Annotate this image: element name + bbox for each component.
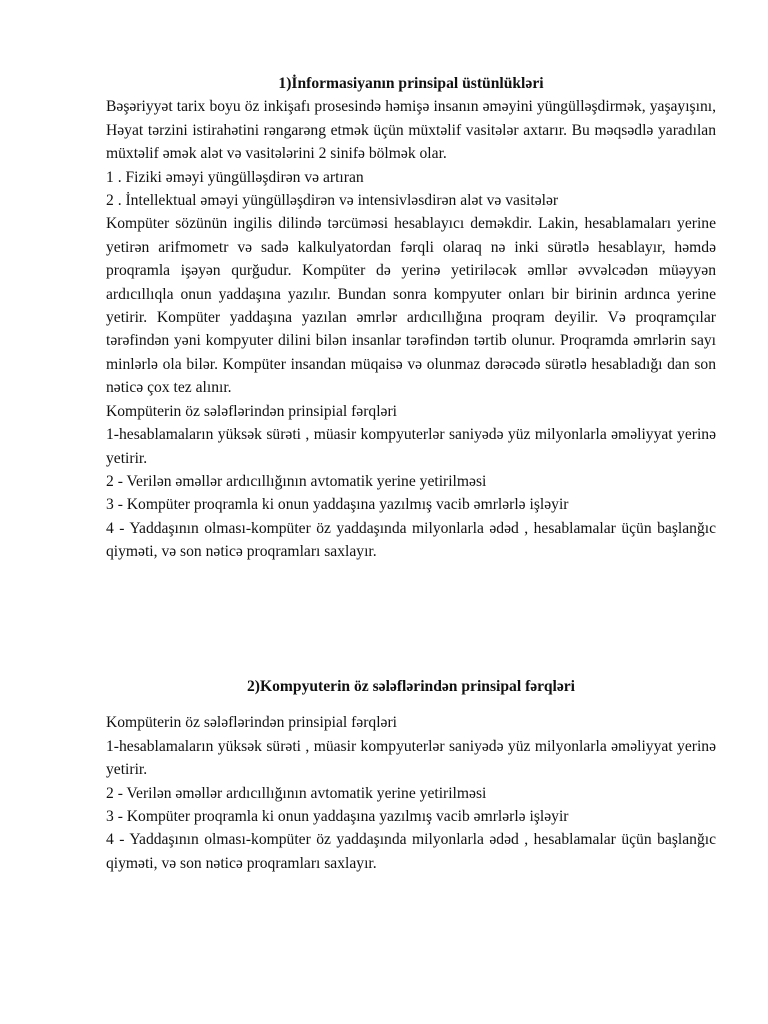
section-1-title: 1)İnformasiyanın prinsipal üstünlükləri [278,75,544,92]
section-2 [106,675,716,875]
list-item: 3 - Kompüter proqramla ki onun yaddaşına yazılmış vacib əmrlərlə işləyir [106,496,569,514]
differences-title: Kompüterin öz sələflərindən prinsipial fərqləri [106,714,397,732]
list-item: 3 - Kompüter proqramla ki onun yaddaşına yazılmış vacib əmrlərlə işləyir [106,808,569,826]
list-item: 1 . Fiziki əməyi yüngülləşdirən və artıran [106,168,364,186]
list-item: 2 - Verilən əməllər ardıcıllığının avtomatik yerine yetirilməsi [106,784,487,802]
computer-paragraph: Kompüter sözünün ingilis dilində tərcüməsi hesablayıcı deməkdir. Lakin, hesablamaları yerine yetirən arifmometr və sadə kalkulyatordan fərqli olaraq nə inki sürətlə hesablayır, həmdə proqramla işəyən qurğudur. Kompüter də yerinə yetiriləcək əmllər əvvəlcədən müəyyən ardıcıllıqla onun yaddaşına yazılır. Bundan sonra kompyuter onları bir birinin ardınca yerine yetirir. Kompüter yaddaşına yazılan əmrlər ardıcıllığına proqram deyilir. Və proqramçılar tərəfindən yəni kompyuter dilini bilən insanlar tərəfindən tərtib olunur. Proqramda əmrlərin sayı minlərlə ola bilər. Kompüter insandan müqaisə və olunmaz dərəcədə sürətlə hesabladığı dan son nəticə çox tez alınır. [106,215,716,397]
list-item: 1-hesablamaların yüksək sürəti , müasir kompyuterlər saniyədə yüz milyonlarla əməliyyat yerinə yetirir. [106,426,716,467]
list-item: 4 - Yaddaşının olması-kompüter öz yaddaşında milyonlarla ədəd , hesablamalar üçün başlanğıc qiyməti, və son nəticə proqramları saxlayır. [106,831,716,872]
list-item: 4 - Yaddaşının olması-kompüter öz yaddaşında milyonlarla ədəd , hesablamalar üçün başlanğıc qiyməti, və son nəticə proqramları saxlayır. [106,519,716,561]
section-2-title: 2)Kompyuterin öz sələflərindən prinsipal fərqləri [246,678,576,695]
list-item: 2 - Verilən əməllər ardıcıllığının avtomatik yerine yetirilməsi [106,472,487,490]
differences-title: Kompüterin öz sələflərindən prinsipial fərqləri [106,402,397,420]
section-1 [106,72,716,564]
list-item: 1-hesablamaların yüksək sürəti , müasir kompyuterlər saniyədə yüz milyonlarla əməliyyat yerinə yetirir. [106,737,716,779]
list-item: 2 . İntellektual əməyi yüngülləşdirən və intensivləsdirən alət və vasitələr [106,192,559,210]
section-1-intro: Bəşəriyyət tarix boyu öz inkişafı prosesində həmişə insanın əməyini yüngülləşdirmək, yaşayışını, Həyat tərzini istirahətini rəngarəng etmək üçün müxtəlif vasitələr axtarır. Bu məqsədlə yaradılan müxtəlif əmək alət və vasitələrini 2 sinifə bölmək olar. [106,98,716,163]
